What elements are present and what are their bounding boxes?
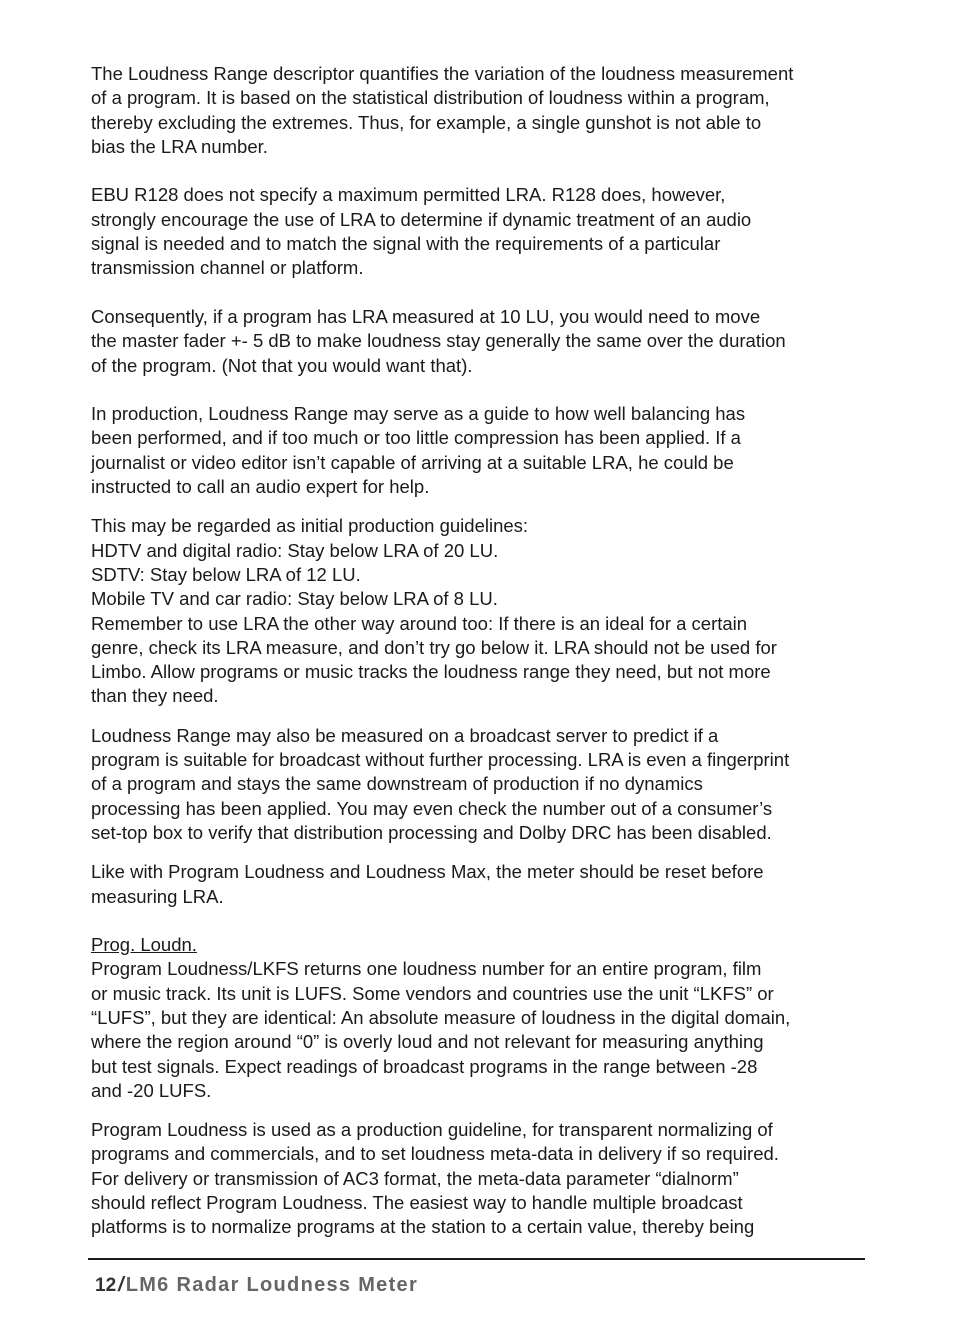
text-line: Consequently, if a program has LRA measured at 10 LU, you would need to move bbox=[91, 305, 761, 327]
text-line: Remember to use LRA the other way around too: If there is an ideal for a certain bbox=[91, 612, 748, 634]
text-line: The Loudness Range descriptor quantifies the variation of the loudness measurement bbox=[91, 63, 794, 84]
paragraph-gap bbox=[91, 845, 871, 860]
text-line: journalist or video editor isn’t capable of arriving at a suitable LRA, he could be bbox=[91, 451, 734, 473]
text-line: bias the LRA number. bbox=[91, 135, 268, 157]
text-line: HDTV and digital radio: Stay below LRA of 20 LU. bbox=[91, 539, 499, 561]
paragraph-gap bbox=[91, 378, 871, 402]
text-line: than they need. bbox=[91, 685, 219, 707]
text-line: of a program and stays the same downstream of production if no dynamics bbox=[91, 773, 703, 795]
text-line: genre, check its LRA measure, and don’t try go below it. LRA should not be used for bbox=[91, 636, 777, 658]
text-line: measuring LRA. bbox=[91, 885, 224, 907]
text-line: should reflect Program Loudness. The easiest way to handle multiple broadcast bbox=[91, 1192, 743, 1214]
paragraph-lra-intro bbox=[91, 62, 871, 159]
paragraph-guidelines bbox=[91, 514, 871, 708]
text-line: of the program. (Not that you would want that). bbox=[91, 354, 473, 376]
text-line: been performed, and if too much or too little compression has been applied. If a bbox=[91, 427, 741, 449]
text-line: transmission channel or platform. bbox=[91, 257, 364, 279]
paragraph-broadcast-server bbox=[91, 724, 871, 845]
text-line: Program Loudness/LKFS returns one loudness number for an entire program, film bbox=[91, 958, 762, 980]
text-line: “LUFS”, but they are identical: An absolute measure of loudness in the digital domain, bbox=[91, 1006, 791, 1028]
footer-separator: / bbox=[118, 1274, 124, 1296]
text-line: Like with Program Loudness and Loudness Max, the meter should be reset before bbox=[91, 861, 764, 883]
text-line: Limbo. Allow programs or music tracks the loudness range they need, but not more bbox=[91, 661, 771, 683]
text-line: instructed to call an audio expert for help. bbox=[91, 476, 430, 498]
paragraph-gap bbox=[91, 709, 871, 724]
text-line: programs and commercials, and to set loudness meta-data in delivery if so required. bbox=[91, 1143, 779, 1165]
footer-divider bbox=[88, 1258, 865, 1260]
text-line: In production, Loudness Range may serve as a guide to how well balancing has bbox=[91, 403, 746, 425]
paragraph-gap bbox=[91, 159, 871, 183]
text-line: EBU R128 does not specify a maximum permitted LRA. R128 does, however, bbox=[91, 184, 726, 206]
text-line: Mobile TV and car radio: Stay below LRA of 8 LU. bbox=[91, 588, 498, 610]
page-body bbox=[91, 62, 871, 1240]
text-line: or music track. Its unit is LUFS. Some vendors and countries use the unit “LKFS” or bbox=[91, 982, 774, 1004]
text-line: of a program. It is based on the statistical distribution of loudness within a program, bbox=[91, 87, 770, 109]
paragraph-gap bbox=[91, 1103, 871, 1118]
text-line: and -20 LUFS. bbox=[91, 1079, 212, 1101]
paragraph-reset bbox=[91, 860, 871, 909]
paragraph-gap bbox=[91, 499, 871, 514]
text-line: where the region around “0” is overly loud and not relevant for measuring anything bbox=[91, 1031, 764, 1053]
section-prog-loudn bbox=[91, 933, 871, 1103]
page-number: 12 bbox=[95, 1275, 117, 1296]
page-footer bbox=[95, 1274, 418, 1297]
text-line: processing has been applied. You may even check the number out of a consumer’s bbox=[91, 797, 773, 819]
footer-title: LM6 Radar Loudness Meter bbox=[125, 1274, 419, 1296]
text-line: SDTV: Stay below LRA of 12 LU. bbox=[91, 563, 361, 585]
text-line: but test signals. Expect readings of broadcast programs in the range between -28 bbox=[91, 1055, 758, 1077]
paragraph-consequently bbox=[91, 305, 871, 378]
text-line: program is suitable for broadcast without further processing. LRA is even a fingerprint bbox=[91, 749, 790, 771]
section-heading: Prog. Loudn. bbox=[91, 934, 197, 956]
text-line: thereby excluding the extremes. Thus, for example, a single gunshot is not able to bbox=[91, 111, 762, 133]
paragraph-production bbox=[91, 402, 871, 499]
paragraph-gap bbox=[91, 909, 871, 933]
text-line: Loudness Range may also be measured on a broadcast server to predict if a bbox=[91, 724, 719, 746]
text-line: strongly encourage the use of LRA to determine if dynamic treatment of an audio bbox=[91, 208, 752, 230]
paragraph-r128 bbox=[91, 183, 871, 280]
paragraph-guideline-usage bbox=[91, 1118, 871, 1239]
paragraph-gap bbox=[91, 281, 871, 305]
text-line: the master fader +- 5 dB to make loudness stay generally the same over the duration bbox=[91, 330, 786, 352]
text-line: signal is needed and to match the signal with the requirements of a particular bbox=[91, 233, 721, 255]
text-line: For delivery or transmission of AC3 format, the meta-data parameter “dialnorm” bbox=[91, 1167, 739, 1189]
text-line: Program Loudness is used as a production guideline, for transparent normalizing of bbox=[91, 1119, 773, 1141]
text-line: set-top box to verify that distribution processing and Dolby DRC has been disabled. bbox=[91, 821, 772, 843]
text-line: This may be regarded as initial production guidelines: bbox=[91, 515, 529, 537]
text-line: platforms is to normalize programs at the station to a certain value, thereby being bbox=[91, 1216, 755, 1238]
